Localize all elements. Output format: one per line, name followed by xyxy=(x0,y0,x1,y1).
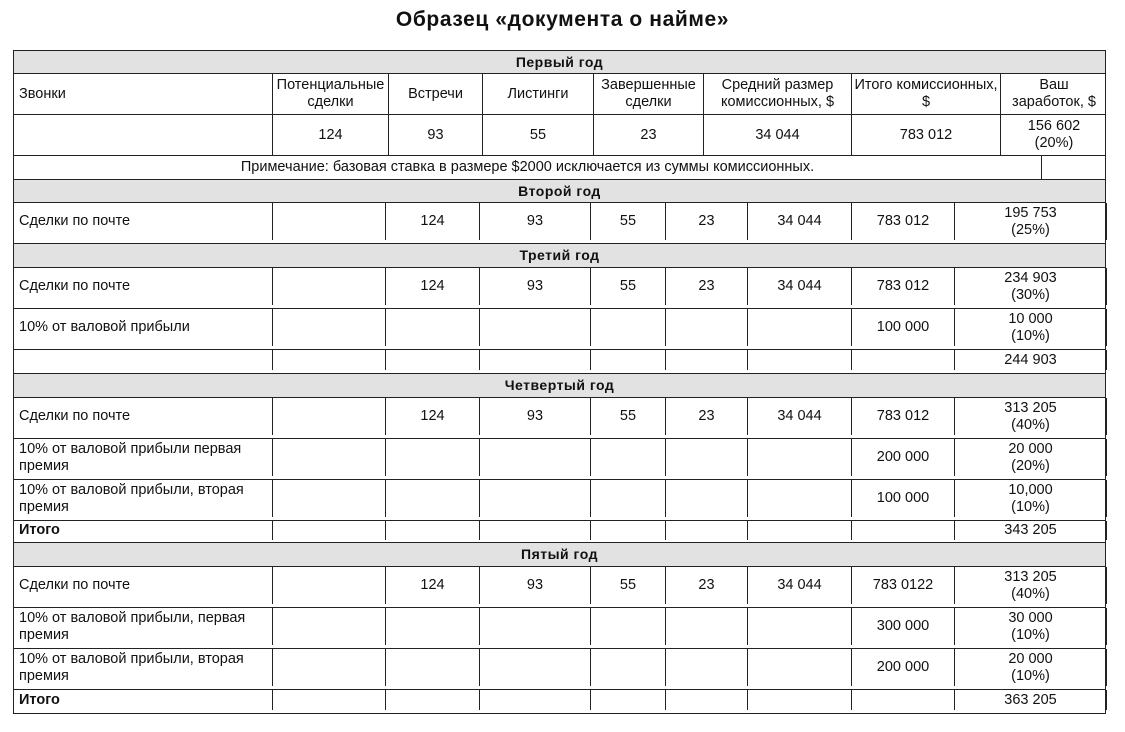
table-cell xyxy=(14,540,273,542)
table-cell: 124 xyxy=(386,203,480,240)
table-cell xyxy=(480,439,591,476)
earnings-amount: 156 602 xyxy=(1027,118,1081,134)
table-cell: 100 000 xyxy=(852,309,955,346)
table-cell: 93 xyxy=(480,567,591,604)
table-cell xyxy=(666,608,748,645)
total-row xyxy=(13,690,1106,714)
table-cell xyxy=(273,649,386,686)
column-header-avg-commission: Средний размер комиссионных, $ xyxy=(704,74,852,114)
column-header-potential-deals: Потенциальные сделки xyxy=(273,74,389,114)
table-cell xyxy=(748,521,852,540)
table-cell xyxy=(386,309,480,346)
column-header-your-earnings: Ваш заработок, $ xyxy=(1012,77,1096,110)
table-cell: 93 xyxy=(480,203,591,240)
earnings-cell xyxy=(955,567,1107,604)
table-cell: 34 044 xyxy=(748,203,852,240)
table-cell: 34 044 xyxy=(748,398,852,435)
column-header-listings: Листинги xyxy=(483,74,594,114)
table-cell: 93 xyxy=(480,268,591,305)
total-value: 343 205 xyxy=(955,521,1107,540)
table-cell xyxy=(666,439,748,476)
table-cell xyxy=(273,521,386,540)
earnings-percent: (30%) xyxy=(1011,286,1050,303)
table-cell xyxy=(14,370,273,373)
earnings-amount: 30 000 xyxy=(1008,609,1053,626)
table-cell xyxy=(666,690,748,710)
table-cell xyxy=(666,521,748,540)
table-cell: 124 xyxy=(386,398,480,435)
earnings-percent: (20%) xyxy=(1011,457,1050,474)
table-cell xyxy=(852,690,955,710)
table-cell: 783 012 xyxy=(852,115,1001,155)
earnings-amount: 313 205 xyxy=(1004,399,1057,416)
table-cell xyxy=(480,690,591,710)
table-cell: 55 xyxy=(591,398,666,435)
table-cell: 300 000 xyxy=(852,608,955,645)
table-cell xyxy=(273,268,386,305)
table-cell xyxy=(666,480,748,517)
table-cell xyxy=(666,350,748,370)
total-label: Итого xyxy=(14,521,273,540)
total-label xyxy=(14,350,273,370)
table-cell: 93 xyxy=(389,115,483,155)
table-cell xyxy=(480,649,591,686)
table-cell: 124 xyxy=(273,115,389,155)
section-title: Четвертый год xyxy=(504,377,615,393)
earnings-amount: 195 753 xyxy=(1004,204,1057,221)
table-cell xyxy=(748,649,852,686)
table-cell: 124 xyxy=(386,268,480,305)
table-cell xyxy=(480,309,591,346)
table-cell xyxy=(273,608,386,645)
table-cell: 55 xyxy=(591,203,666,240)
table-row xyxy=(13,567,1106,608)
section-title: Третий год xyxy=(519,247,600,263)
table-cell xyxy=(386,649,480,686)
table-cell xyxy=(273,690,386,710)
table-cell xyxy=(591,690,666,710)
row-label: Сделки по почте xyxy=(14,398,273,435)
table-cell xyxy=(386,690,480,710)
table-cell: 34 044 xyxy=(748,567,852,604)
earnings-amount: 20 000 xyxy=(1008,650,1053,667)
table-cell xyxy=(273,398,386,435)
table-row xyxy=(13,480,1106,521)
section-header-fourth-year xyxy=(13,374,1106,398)
earnings-percent: (20%) xyxy=(1034,135,1074,151)
document-title: Образец «документа о найме» xyxy=(395,8,730,31)
table-cell xyxy=(14,115,273,155)
table-cell xyxy=(273,350,386,370)
row-label: Сделки по почте xyxy=(14,203,273,240)
earnings-amount: 10 000 xyxy=(1008,310,1053,327)
table-cell xyxy=(14,305,273,308)
table-cell xyxy=(14,240,273,243)
row-label: 10% от валовой прибыли, первая премия xyxy=(14,608,273,645)
column-header-calls: Звонки xyxy=(14,74,273,114)
section-header-third-year xyxy=(13,244,1106,268)
table-cell: 200 000 xyxy=(852,649,955,686)
table-cell xyxy=(748,350,852,370)
table-cell xyxy=(386,608,480,645)
row-label: 10% от валовой прибыли первая премия xyxy=(14,439,273,476)
earnings-percent: (25%) xyxy=(1011,221,1050,238)
earnings-cell xyxy=(1001,115,1107,155)
row-label: Сделки по почте xyxy=(14,268,273,305)
table-cell xyxy=(480,608,591,645)
table-cell: 783 012 xyxy=(852,398,955,435)
table-cell xyxy=(14,604,273,607)
table-cell xyxy=(273,480,386,517)
table-cell: 34 044 xyxy=(748,268,852,305)
earnings-cell xyxy=(955,268,1107,305)
table-cell xyxy=(14,710,273,713)
table-cell: 23 xyxy=(666,567,748,604)
table-cell: 23 xyxy=(666,398,748,435)
table-cell xyxy=(748,608,852,645)
table-cell xyxy=(386,439,480,476)
column-header-closed-deals: Завершенные сделки xyxy=(594,74,704,114)
row-label: 10% от валовой прибыли, вторая премия xyxy=(14,649,273,686)
table-cell xyxy=(273,203,386,240)
table-cell xyxy=(14,645,273,648)
table-cell: 783 012 xyxy=(852,268,955,305)
table-cell xyxy=(591,521,666,540)
table-cell xyxy=(591,350,666,370)
note-text: Примечание: базовая ставка в размере $2000 исключается из суммы комиссионных. xyxy=(14,156,1042,179)
table-row xyxy=(13,309,1106,350)
total-value: 363 205 xyxy=(955,690,1107,710)
section-title: Второй год xyxy=(518,182,601,199)
table-cell: 23 xyxy=(666,203,748,240)
table-cell: 23 xyxy=(666,268,748,305)
total-row xyxy=(13,350,1106,374)
row-label: 10% от валовой прибыли xyxy=(14,309,273,346)
table-cell: 93 xyxy=(480,398,591,435)
table-header-row xyxy=(13,74,1106,115)
table-row xyxy=(13,398,1106,439)
earnings-percent: (10%) xyxy=(1011,327,1050,344)
earnings-percent: (10%) xyxy=(1011,667,1050,684)
table-cell xyxy=(591,608,666,645)
table-cell: 783 0122 xyxy=(852,567,955,604)
table-cell xyxy=(591,480,666,517)
earnings-amount: 234 903 xyxy=(1004,269,1057,286)
table-row xyxy=(13,268,1106,309)
table-cell xyxy=(386,521,480,540)
table-cell xyxy=(273,309,386,346)
total-row xyxy=(13,521,1106,543)
table-cell xyxy=(748,439,852,476)
table-cell: 200 000 xyxy=(852,439,955,476)
table-cell xyxy=(591,649,666,686)
earnings-amount: 20 000 xyxy=(1008,440,1053,457)
earnings-amount: 313 205 xyxy=(1004,568,1057,585)
table-row xyxy=(13,608,1106,649)
earnings-cell xyxy=(955,309,1107,346)
row-label: 10% от валовой прибыли, вторая премия xyxy=(14,480,273,517)
table-cell xyxy=(480,480,591,517)
table-cell xyxy=(852,521,955,540)
table-cell xyxy=(480,521,591,540)
earnings-percent: (10%) xyxy=(1011,498,1050,515)
table-cell xyxy=(480,350,591,370)
table-cell xyxy=(591,439,666,476)
section-header-fifth-year xyxy=(13,543,1106,567)
table-cell xyxy=(666,309,748,346)
table-cell: 100 000 xyxy=(852,480,955,517)
earnings-cell xyxy=(955,203,1107,240)
earnings-amount: 10,000 xyxy=(1008,481,1053,498)
table-cell xyxy=(748,309,852,346)
table-row xyxy=(13,649,1106,690)
first-year-values-row xyxy=(13,115,1106,156)
table-cell xyxy=(14,686,273,689)
earnings-cell xyxy=(955,608,1107,645)
table-cell: 55 xyxy=(483,115,594,155)
table-cell xyxy=(14,346,273,349)
section-title: Первый год xyxy=(515,53,604,70)
table-cell xyxy=(386,480,480,517)
table-cell xyxy=(591,309,666,346)
table-row xyxy=(13,439,1106,480)
note-row xyxy=(13,156,1106,180)
earnings-percent: (40%) xyxy=(1011,585,1050,602)
total-value: 244 903 xyxy=(955,350,1107,370)
section-header-first-year xyxy=(13,50,1106,74)
table-cell xyxy=(748,480,852,517)
earnings-cell xyxy=(955,480,1107,517)
table-cell: 55 xyxy=(591,567,666,604)
earnings-cell xyxy=(955,398,1107,435)
table-cell xyxy=(748,690,852,710)
hiring-document-table xyxy=(13,50,1106,714)
section-header-second-year xyxy=(13,180,1106,203)
table-cell xyxy=(1042,156,1107,179)
table-cell xyxy=(852,350,955,370)
table-cell: 783 012 xyxy=(852,203,955,240)
earnings-percent: (10%) xyxy=(1011,626,1050,643)
table-cell: 55 xyxy=(591,268,666,305)
row-label: Сделки по почте xyxy=(14,567,273,604)
section-title: Пятый год xyxy=(521,546,598,562)
column-header-total-commission: Итого комиссионных, $ xyxy=(852,74,1001,114)
table-cell xyxy=(14,435,273,438)
total-label: Итого xyxy=(14,690,273,710)
table-cell xyxy=(14,476,273,479)
earnings-cell xyxy=(955,649,1107,686)
table-cell xyxy=(273,567,386,604)
table-cell: 124 xyxy=(386,567,480,604)
column-header-meetings: Встречи xyxy=(389,74,483,114)
table-cell xyxy=(386,350,480,370)
table-cell xyxy=(666,649,748,686)
table-cell: 34 044 xyxy=(704,115,852,155)
table-cell xyxy=(273,439,386,476)
earnings-percent: (40%) xyxy=(1011,416,1050,433)
table-cell: 23 xyxy=(594,115,704,155)
earnings-cell xyxy=(955,439,1107,476)
table-row xyxy=(13,203,1106,244)
table-cell xyxy=(14,517,273,520)
